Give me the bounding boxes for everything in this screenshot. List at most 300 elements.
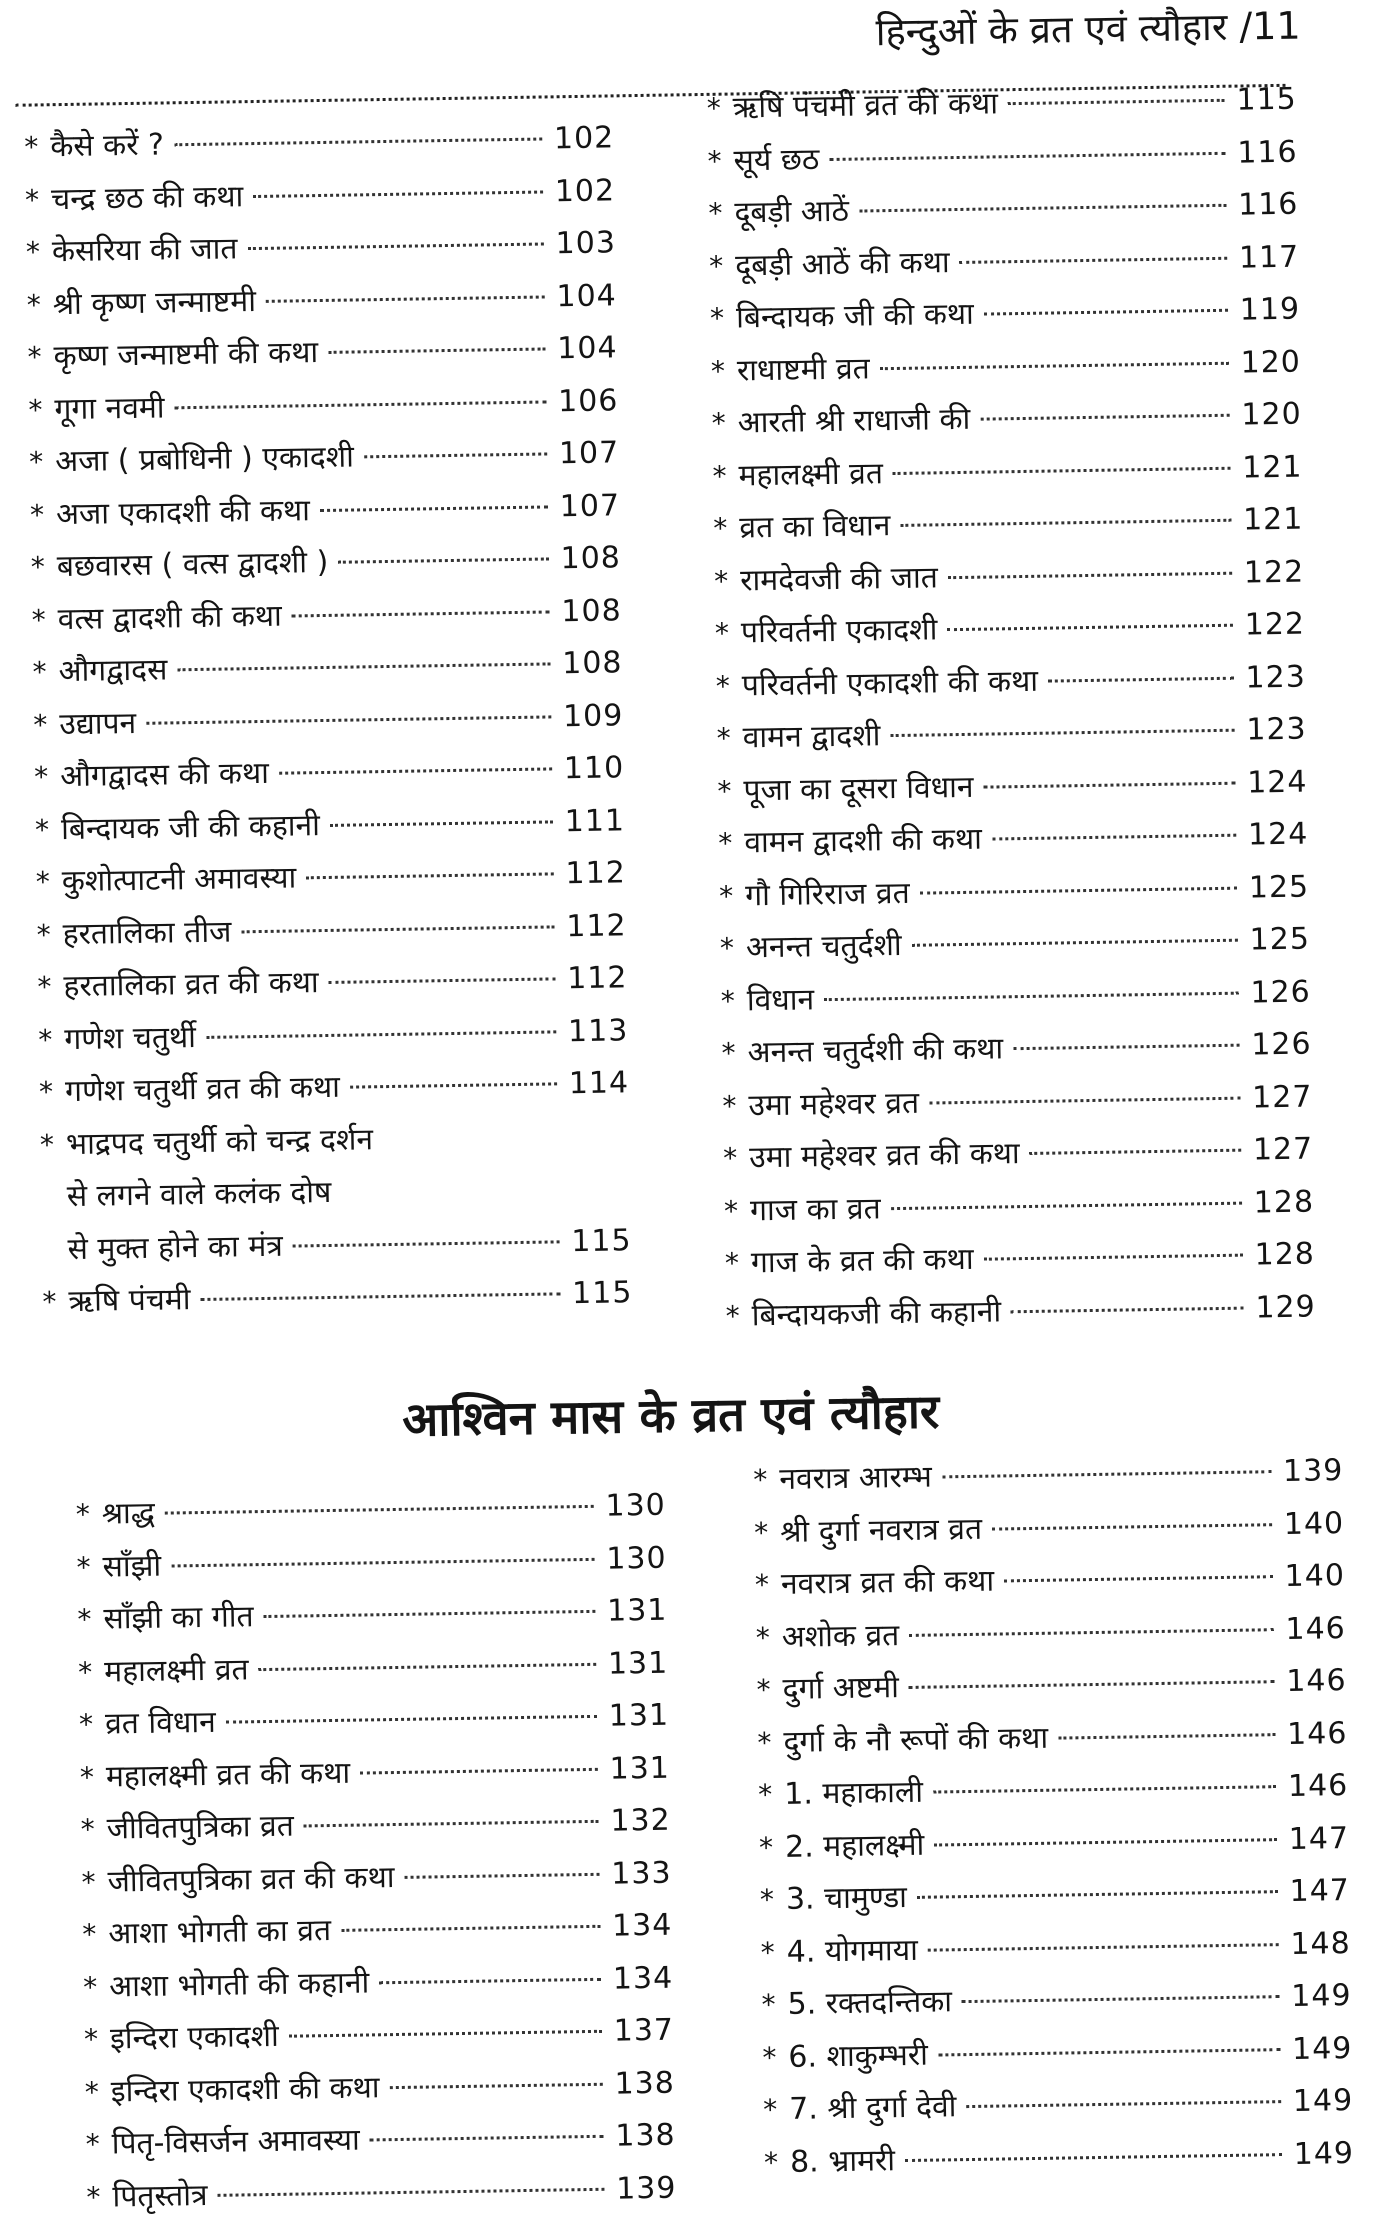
dot-leader	[320, 505, 548, 512]
dot-leader	[984, 309, 1228, 316]
toc-entry	[711, 336, 1302, 398]
dot-leader	[217, 2187, 604, 2196]
bullet-star: *	[86, 2180, 101, 2214]
bullet-star: *	[31, 602, 46, 637]
toc-entry	[25, 165, 616, 227]
entry-page-number: 103	[555, 225, 617, 262]
entry-page-number: 131	[607, 1645, 669, 1682]
entry-title: दुर्गा के नौ रूपों की कथा	[783, 1720, 1049, 1760]
entry-title: आशा भोगती का व्रत	[108, 1913, 332, 1952]
entry-page-number: 115	[571, 1275, 633, 1312]
toc-entry	[759, 1813, 1350, 1875]
entry-title: वत्स द्वादशी की कथा	[57, 598, 283, 637]
entry-title: सूर्य छठ	[733, 141, 820, 178]
entry-title: विधान	[746, 981, 815, 1018]
toc-entry	[80, 1795, 671, 1857]
bullet-star: *	[24, 182, 40, 217]
entry-page-number: 138	[615, 2117, 676, 2154]
bullet-star: *	[38, 1022, 53, 1057]
entry-title: गणेश चतुर्थी	[64, 1019, 197, 1057]
entry-title: श्री कृष्ण जन्माष्टमी	[52, 283, 257, 322]
bullet-star: *	[33, 707, 48, 742]
bullet-star: *	[85, 2127, 100, 2161]
dot-leader	[938, 2048, 1281, 2056]
entry-title: अशोक व्रत	[781, 1617, 900, 1655]
bullet-star: *	[78, 1707, 94, 1741]
entry-title: बिन्दायक जी की कहानी	[60, 807, 321, 847]
dot-leader	[241, 925, 554, 933]
toc-entry	[715, 651, 1306, 713]
toc-entry	[706, 74, 1297, 136]
entry-page-number: 146	[1286, 1663, 1347, 1700]
dot-leader	[984, 781, 1236, 788]
entry-title: पितृ-विसर्जन अमावस्या	[111, 2122, 360, 2162]
toc-entry	[35, 847, 626, 909]
dot-leader	[279, 767, 552, 774]
toc-entry	[725, 1229, 1316, 1291]
toc-entry	[760, 1865, 1351, 1927]
bullet-star: *	[29, 497, 45, 532]
bullet-star: *	[77, 1602, 92, 1636]
entry-page-number: 133	[610, 1855, 672, 1892]
entry-page-number: 126	[1250, 974, 1312, 1010]
entry-page-number: 123	[1245, 659, 1307, 696]
bullet-star: *	[725, 1299, 741, 1333]
entry-page-number: 107	[559, 487, 621, 524]
bullet-star: *	[722, 1089, 737, 1123]
entry-page-number: 115	[571, 1222, 632, 1259]
toc-entry	[760, 1918, 1351, 1980]
entry-title: गूगा नवमी	[54, 389, 165, 427]
dot-leader	[933, 1785, 1276, 1793]
entry-title: अनन्त चतुर्दशी	[745, 927, 902, 966]
bullet-star: *	[79, 1760, 95, 1794]
entry-page-number: 148	[1290, 1925, 1351, 1962]
entry-page-number: 126	[1251, 1026, 1312, 1063]
dot-leader	[259, 1662, 597, 1670]
dot-leader	[379, 1977, 601, 1983]
bullet-star: *	[723, 1194, 739, 1228]
entry-title: वामन द्वादशी	[742, 718, 881, 756]
entry-title: महालक्ष्मी व्रत	[103, 1651, 249, 1690]
entry-page-number: 134	[612, 1960, 674, 1997]
dot-leader	[304, 1820, 599, 1828]
bullet-star: *	[26, 287, 42, 322]
toc-entry	[37, 952, 628, 1014]
entry-title: बिन्दायकजी की कहानी	[751, 1293, 1002, 1333]
entry-title: इन्दिरा एकादशी की कथा	[110, 2069, 380, 2110]
bullet-star: *	[713, 511, 728, 545]
entry-title: कृष्ण जन्माष्टमी की कथा	[53, 335, 319, 375]
entry-page-number: 140	[1283, 1505, 1345, 1542]
bullet-star: *	[719, 931, 735, 965]
bullet-star: *	[761, 1988, 776, 2022]
bullet-star: *	[35, 865, 51, 899]
dot-leader	[247, 242, 543, 250]
entry-page-number: 149	[1293, 2135, 1355, 2172]
entry-page-number: 109	[562, 697, 624, 734]
dot-leader	[1030, 1149, 1242, 1155]
entry-page-number: 108	[560, 540, 622, 577]
entry-page-number: 123	[1246, 711, 1307, 748]
dot-leader	[330, 820, 553, 827]
dot-leader	[905, 2153, 1282, 2162]
bullet-star: *	[29, 445, 44, 479]
bullet-star: *	[32, 655, 47, 689]
entry-page-number: 120	[1241, 396, 1302, 433]
entry-page-number: 125	[1249, 921, 1311, 958]
dot-leader	[370, 2135, 604, 2142]
bullet-star: *	[709, 301, 725, 335]
dot-leader	[960, 256, 1228, 263]
toc-entry	[721, 1019, 1312, 1081]
bullet-star: *	[721, 1036, 736, 1070]
dot-leader	[171, 1557, 594, 1567]
entry-page-number: 131	[606, 1592, 668, 1629]
toc-entry	[84, 2005, 675, 2067]
section2-left-column	[75, 1480, 676, 2224]
toc-entry	[35, 795, 626, 857]
toc-entry	[42, 1267, 633, 1329]
entry-page-number: 128	[1253, 1184, 1315, 1220]
bullet-star: *	[718, 879, 734, 913]
entry-title: गाज के व्रत की कथा	[750, 1241, 974, 1281]
dot-leader	[266, 295, 545, 302]
toc-entry	[38, 1005, 629, 1067]
entry-page-number: 146	[1287, 1768, 1349, 1804]
entry-title: ऋषि पंचमी व्रत की कथा	[732, 86, 999, 126]
entry-page-number: 131	[608, 1697, 670, 1734]
bullet-star: *	[713, 564, 729, 598]
toc-entry	[762, 2023, 1353, 2085]
entry-title: गौ गिरिराज व्रत	[744, 875, 910, 913]
entry-title: वामन द्वादशी की कथा	[744, 821, 983, 861]
bullet-star: *	[82, 1917, 97, 1951]
bullet-star: *	[706, 91, 722, 125]
entry-page-number: 127	[1252, 1131, 1314, 1168]
bullet-star: *	[762, 2093, 778, 2127]
dot-leader	[1058, 1733, 1275, 1739]
entry-title: उमा महेश्वर व्रत	[748, 1085, 920, 1123]
entry-page-number: 132	[610, 1802, 671, 1839]
dot-leader	[328, 347, 545, 353]
entry-title: साँझी का गीत	[103, 1599, 254, 1637]
entry-page-number: 146	[1286, 1715, 1348, 1752]
bullet-star: *	[707, 144, 722, 178]
entry-page-number: 140	[1284, 1558, 1346, 1595]
bullet-star: *	[24, 130, 39, 164]
bullet-star: *	[723, 1141, 738, 1175]
entry-page-number: 147	[1288, 1820, 1350, 1857]
dot-leader	[338, 557, 549, 563]
toc-entry	[712, 441, 1303, 503]
toc-entry	[26, 270, 617, 332]
dot-leader	[165, 1505, 594, 1515]
entry-page-number: 130	[605, 1487, 667, 1524]
entry-page-number: 128	[1254, 1236, 1316, 1273]
bullet-star: *	[757, 1725, 772, 1759]
toc-entry	[724, 1176, 1315, 1238]
bullet-star: *	[714, 616, 730, 650]
bullet-star: *	[83, 2022, 99, 2056]
entry-page-number: 112	[566, 960, 628, 997]
entry-page-number: 149	[1291, 2030, 1353, 2067]
bullet-star: *	[82, 1970, 98, 2004]
toc-entry	[754, 1498, 1345, 1560]
bullet-star: *	[756, 1673, 771, 1707]
toc-entry	[720, 914, 1311, 976]
toc-entry	[27, 322, 618, 384]
bullet-star: *	[753, 1463, 768, 1497]
dot-leader	[1004, 1575, 1273, 1582]
entry-title: महालक्ष्मी व्रत की कथा	[105, 1755, 351, 1795]
entry-title: चन्द्र छठ की कथा	[50, 178, 244, 217]
entry-title: आरती श्री राधाजी की	[737, 401, 971, 441]
toc-entry	[757, 1708, 1348, 1770]
entry-title: महालक्ष्मी व्रत	[738, 455, 884, 493]
entry-title: जीवितपुत्रिका व्रत की कथा	[107, 1859, 395, 1900]
bullet-star: *	[30, 550, 46, 584]
entry-title: श्राद्ध	[101, 1495, 156, 1532]
entry-title: अनन्त चतुर्दशी की कथा	[747, 1031, 1004, 1071]
entry-title: ऋषि पंचमी	[68, 1282, 191, 1320]
toc-entry	[39, 1057, 630, 1119]
entry-title: गाज का व्रत	[749, 1190, 881, 1228]
dot-leader	[175, 400, 547, 409]
entry-page-number: 130	[606, 1540, 667, 1577]
entry-page-number: 104	[556, 277, 617, 314]
dot-leader	[934, 1838, 1277, 1846]
toc-entry	[756, 1655, 1347, 1717]
bullet-star: *	[720, 984, 736, 1018]
section1-left-column	[24, 112, 633, 1329]
entry-title: बछवारस ( वत्स द्वादशी )	[56, 544, 329, 585]
bullet-star: *	[763, 2145, 779, 2179]
dot-leader	[264, 1610, 596, 1618]
toc-entry	[710, 284, 1301, 346]
bullet-star: *	[38, 1075, 54, 1109]
dot-leader	[829, 151, 1225, 160]
entry-title: बिन्दायक जी की कथा	[735, 296, 975, 336]
dot-leader	[364, 452, 547, 458]
entry-page-number: 139	[1282, 1453, 1344, 1490]
entry-title: रामदेवजी की जात	[739, 559, 939, 598]
entry-title: केसरिया की जात	[51, 231, 238, 270]
bullet-star: *	[760, 1935, 776, 1969]
entry-title: नवरात्र आरम्भ	[779, 1459, 933, 1497]
bullet-star: *	[711, 406, 726, 440]
entry-title: दूबड़ी आठें	[734, 193, 850, 231]
dot-leader	[1011, 1306, 1244, 1313]
toc-entry	[26, 217, 617, 279]
dot-leader	[891, 1201, 1242, 1210]
toc-entry	[82, 1900, 673, 1962]
bullet-star: *	[754, 1568, 770, 1602]
bullet-star: *	[28, 392, 43, 427]
entry-page-number: 108	[561, 645, 623, 682]
entry-page-number: 106	[557, 382, 619, 419]
dot-leader	[980, 414, 1229, 421]
toc-entry	[76, 1532, 667, 1594]
dot-leader	[1048, 676, 1234, 682]
dot-leader	[890, 729, 1234, 737]
toc-entry	[33, 690, 624, 752]
bullet-star: *	[718, 826, 733, 860]
entry-title: दुर्गा अष्टमी	[782, 1670, 900, 1707]
bullet-star: *	[758, 1778, 773, 1812]
dot-leader	[909, 1628, 1274, 1637]
entry-page-number: 122	[1244, 606, 1306, 643]
dot-leader	[992, 1523, 1272, 1530]
entry-page-number: 149	[1290, 1978, 1352, 2014]
entry-page-number: 104	[557, 330, 618, 367]
entry-page-number: 121	[1242, 501, 1304, 538]
entry-title: 5. रक्तदन्तिका	[787, 1984, 953, 2022]
toc-entry	[29, 427, 620, 489]
entry-title: हरतालिका तीज	[62, 913, 232, 952]
toc-entry	[761, 1970, 1352, 2032]
entry-page-number: 102	[554, 172, 616, 209]
entry-page-number: 134	[611, 1907, 673, 1944]
toc-entry	[36, 900, 627, 962]
running-header: हिन्दुओं के व्रत एवं त्यौहार /11	[875, 3, 1301, 55]
toc-entry	[719, 861, 1310, 923]
entry-page-number: 139	[615, 2170, 677, 2207]
bullet-star: *	[709, 249, 724, 283]
bullet-star: *	[81, 1865, 96, 1899]
toc-entry	[713, 494, 1304, 556]
entry-page-number: 138	[614, 2065, 676, 2102]
entry-title: व्रत विधान	[104, 1704, 216, 1742]
bullet-star: *	[758, 1830, 774, 1864]
dot-leader	[917, 1890, 1278, 1899]
entry-page-number: 149	[1292, 2083, 1354, 2119]
entry-page-number: 113	[567, 1012, 629, 1049]
section1-right-column	[706, 74, 1316, 1343]
dot-leader	[966, 2100, 1281, 2108]
bullet-star: *	[36, 917, 51, 952]
entry-page-number: 124	[1246, 764, 1308, 801]
bullet-star: *	[715, 669, 731, 703]
bullet-star: *	[33, 760, 49, 794]
toc-entry	[28, 375, 619, 437]
entry-title: कुशोत्पाटनी अमावस्या	[61, 860, 297, 900]
entry-page-number: 108	[561, 592, 622, 629]
toc-entry	[755, 1603, 1346, 1665]
bullet-star: *	[25, 235, 41, 269]
toc-entry	[85, 2110, 676, 2172]
entry-page-number: 119	[1239, 291, 1301, 328]
entry-title: औगद्वादस की कथा	[59, 755, 270, 795]
toc-entry	[718, 809, 1309, 871]
dot-leader	[962, 1995, 1280, 2003]
toc-entry	[714, 546, 1305, 608]
bullet-star: *	[708, 196, 723, 230]
entry-title: गणेश चतुर्थी व्रत की कथा	[64, 1069, 341, 1110]
toc-entry	[77, 1585, 668, 1647]
entry-title: 6. शाकुम्भरी	[788, 2037, 929, 2075]
entry-page-number: 115	[1236, 81, 1297, 118]
dot-leader	[206, 1030, 556, 1039]
entry-title: हरतालिका व्रत की कथा	[63, 965, 319, 1005]
dot-leader	[912, 939, 1238, 947]
entry-title: अजा एकादशी की कथा	[55, 492, 311, 532]
entry-page-number: 112	[566, 907, 627, 944]
bullet-star: *	[34, 812, 50, 847]
bullet-star: *	[717, 774, 732, 808]
entry-page-number: 124	[1247, 816, 1309, 853]
dot-leader	[146, 715, 551, 724]
dot-leader	[928, 1943, 1279, 1952]
entry-page-number: 117	[1238, 239, 1300, 276]
dot-leader	[942, 1470, 1272, 1478]
dot-leader	[289, 2030, 602, 2038]
dot-leader	[341, 1925, 600, 1932]
dot-leader	[1008, 99, 1225, 105]
bullet-star: *	[80, 1812, 96, 1846]
toc-entry	[755, 1550, 1346, 1612]
entry-title: साँझी	[102, 1548, 162, 1585]
entry-title: कैसे करें ?	[50, 127, 165, 165]
toc-entry	[31, 532, 622, 594]
entry-page-number: 102	[553, 120, 615, 157]
entry-title: राधाष्टमी व्रत	[736, 350, 870, 388]
entry-title: उद्यापन	[59, 705, 137, 742]
toc-entry	[78, 1637, 669, 1699]
entry-title: पूजा का दूसरा विधान	[743, 769, 974, 808]
bullet-star: *	[712, 459, 727, 493]
bullet-star: *	[762, 2040, 777, 2074]
dot-leader	[1013, 1044, 1239, 1051]
entry-title: 8. भ्रामरी	[789, 2142, 896, 2180]
dot-leader	[880, 361, 1229, 369]
toc-entry-multiline	[40, 1110, 632, 1277]
entry-page-number: 122	[1243, 554, 1305, 591]
toc-entry	[711, 389, 1302, 451]
entry-title: इन्दिरा एकादशी	[109, 2018, 280, 2057]
bullet-star: *	[759, 1883, 775, 1917]
toc-entry	[32, 637, 623, 699]
dot-leader	[174, 138, 542, 147]
entry-page-number: 116	[1237, 186, 1299, 223]
dot-leader	[900, 519, 1231, 527]
bullet-star: *	[27, 340, 42, 374]
bullet-star: *	[37, 970, 52, 1004]
entry-page-number: 121	[1241, 449, 1303, 486]
dot-leader	[177, 662, 550, 671]
entry-title: औगद्वादस	[58, 652, 168, 690]
dot-leader	[329, 977, 556, 984]
bullet-star: *	[78, 1655, 93, 1689]
entry-page-number: 110	[563, 750, 625, 787]
toc-entry	[86, 2162, 677, 2224]
entry-page-number: 120	[1240, 344, 1302, 381]
toc-entry	[24, 112, 615, 174]
dot-leader	[226, 1715, 597, 1724]
toc-entry	[715, 599, 1306, 661]
entry-title: 2. महालक्ष्मी	[784, 1827, 925, 1865]
dot-leader	[824, 991, 1239, 1001]
bullet-star: *	[716, 721, 731, 755]
entry-title: श्री दुर्गा नवरात्र व्रत	[779, 1511, 983, 1550]
entry-title: व्रत का विधान	[739, 508, 891, 546]
toc-entry	[707, 126, 1298, 188]
dot-leader	[859, 204, 1226, 213]
entry-page-number: 147	[1289, 1873, 1351, 1909]
entry-title: 7. श्री दुर्गा देवी	[788, 2089, 957, 2127]
dot-leader	[404, 1872, 599, 1878]
dot-leader	[984, 1254, 1243, 1261]
